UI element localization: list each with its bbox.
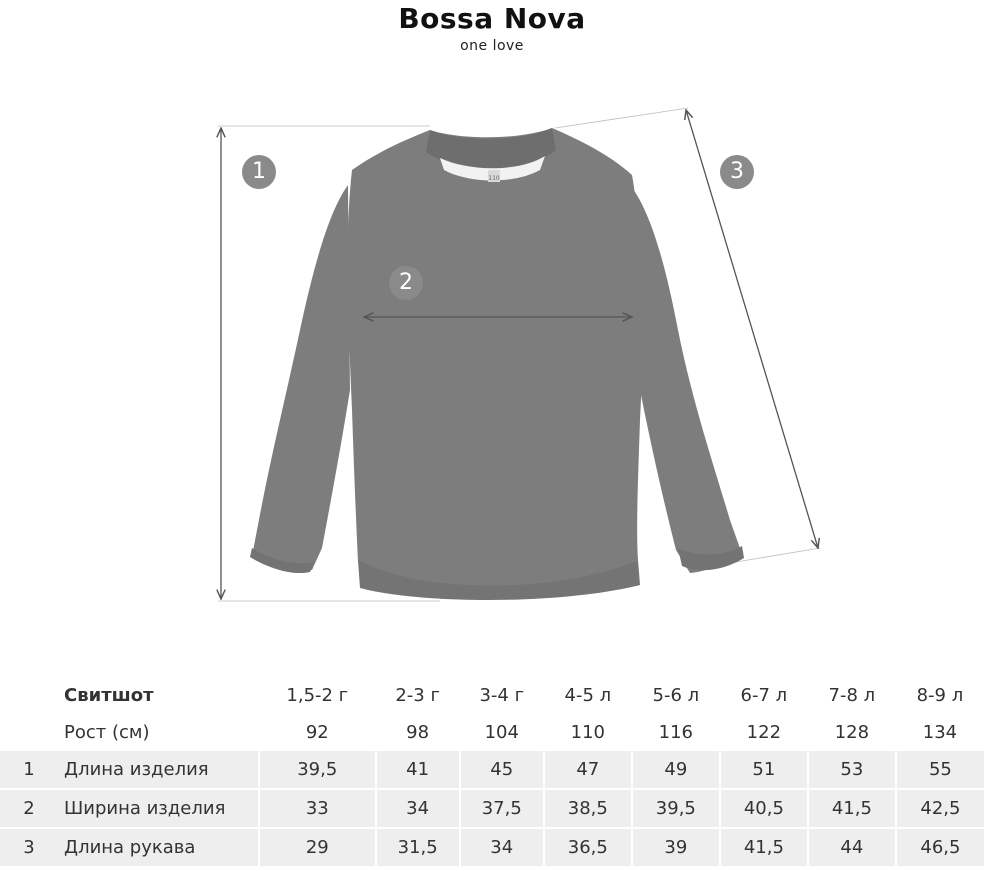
size-header: 8-9 л [916, 684, 964, 706]
size-chart-table [0, 676, 984, 868]
product-title: Свитшот [64, 684, 154, 706]
table-cell: 37,5 [460, 789, 544, 828]
table-cell: 41,5 [808, 789, 896, 828]
table-cell: 116 [658, 722, 694, 743]
sleeve-guide-top [555, 108, 688, 128]
table-cell: 34 [460, 828, 544, 867]
table-cell: 98 [406, 722, 430, 743]
table-cell: 33 [259, 789, 376, 828]
table-cell: 29 [259, 828, 376, 867]
table-cell: 39 [632, 828, 720, 867]
table-cell: 34 [376, 789, 460, 828]
row-label: Ширина изделия [58, 789, 259, 828]
table-cell: 40,5 [720, 789, 808, 828]
table-cell: 42,5 [896, 789, 984, 828]
table-cell: 51 [720, 751, 808, 789]
table-cell: 110 [570, 722, 605, 743]
brand-logo: Bossa Nova [398, 2, 586, 35]
size-header: 2-3 г [395, 684, 440, 706]
table-row-height [0, 714, 984, 751]
table-cell: 36,5 [544, 828, 632, 867]
table-cell: 39,5 [259, 751, 376, 789]
table-cell: 128 [834, 722, 870, 743]
table-row [0, 789, 984, 828]
row-label: Рост (см) [64, 722, 150, 743]
table-cell: 134 [922, 722, 958, 743]
table-cell: 92 [305, 722, 329, 743]
table-row [0, 751, 984, 789]
table-row [0, 828, 984, 867]
size-header: 4-5 л [564, 684, 612, 706]
table-cell: 41 [376, 751, 460, 789]
sweatshirt-illustration [252, 128, 742, 587]
neck-size-tag-text: 110 [488, 175, 500, 182]
table-cell: 38,5 [544, 789, 632, 828]
brand-tagline: one love [460, 38, 524, 54]
size-header: 3-4 г [479, 684, 525, 706]
table-cell: 45 [460, 751, 544, 789]
row-index: 3 [0, 828, 58, 867]
table-cell: 53 [808, 751, 896, 789]
table-cell: 49 [632, 751, 720, 789]
row-label: Длина изделия [58, 751, 259, 789]
table-header-row [0, 676, 984, 714]
marker-1-badge: 1 [242, 155, 276, 189]
table-cell: 122 [746, 722, 782, 743]
table-cell: 31,5 [376, 828, 460, 867]
table-cell: 39,5 [632, 789, 720, 828]
table-cell: 55 [896, 751, 984, 789]
size-header: 7-8 л [828, 684, 876, 706]
table-cell: 47 [544, 751, 632, 789]
table-cell: 41,5 [720, 828, 808, 867]
row-label: Длина рукава [58, 828, 259, 867]
table-cell: 46,5 [896, 828, 984, 867]
row-index: 2 [0, 789, 58, 828]
table-cell [0, 714, 58, 751]
size-header: 5-6 л [652, 684, 700, 706]
table-cell: 104 [484, 722, 519, 743]
marker-2-badge: 2 [389, 266, 423, 300]
size-header: 1,5-2 г [286, 684, 349, 706]
table-cell [0, 676, 58, 714]
row-index: 1 [0, 751, 58, 789]
size-header: 6-7 л [740, 684, 788, 706]
table-cell: 44 [808, 828, 896, 867]
marker-3-badge: 3 [720, 155, 754, 189]
